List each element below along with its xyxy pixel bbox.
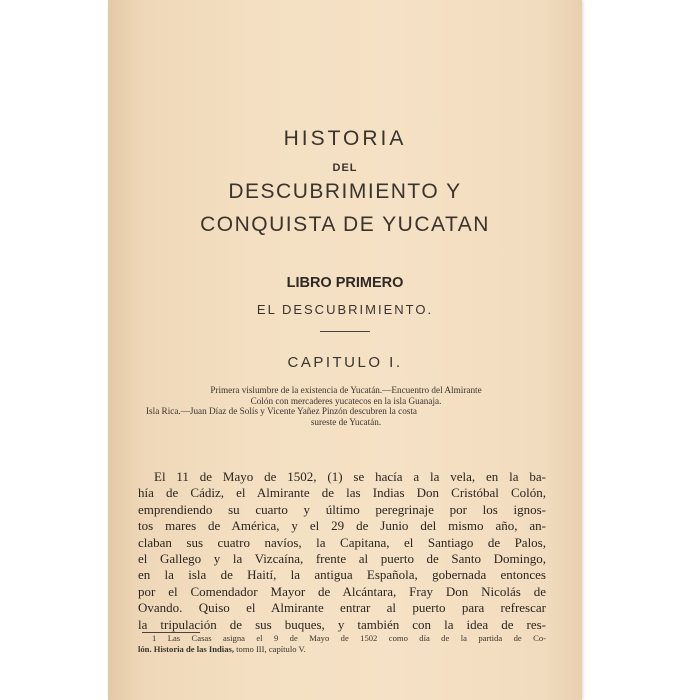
body-line: tos mares de América, y el 29 de Junio del mismo año, an- [138,518,546,534]
body-line: la tripulación de sus buques, y también con la idea de res- [138,616,546,632]
footnote-reference: tomo III, capítulo V. [233,643,306,654]
body-line: hía de Cádiz, el Almirante de las Indias Don Cristóbal Colón, [138,485,546,501]
body-line: El 11 de Mayo de 1502, (1) se hacía a la vela, en la ba- [154,469,546,484]
body-line: por el Comendador Mayor de Alcántara, Fray Don Nicolás de [138,583,546,599]
summary-line: sureste de Yucatán. [310,417,382,428]
footnote-book-title: lón. Historia de las Indias, [138,643,234,654]
book-label: LIBRO PRIMERO [286,275,404,291]
book-page [108,0,582,700]
chapter-heading: CAPITULO I. [287,354,403,371]
summary-line: Isla Rica.—Juan Díaz de Solís y Vicente Yañez Pinzón descubren la costa [146,406,418,417]
footnote-line: 1 Las Casas asigna el 9 de Mayo de 1502 como día de la partida de Co- [152,633,546,643]
footnote [138,633,546,654]
title-line-descubrimiento: DESCUBRIMIENTO Y [228,180,462,203]
title-line-historia: HISTORIA [283,127,407,150]
summary-line: Primera vislumbre de la existencia de Yucatán.—Encuentro del Almirante [210,385,482,395]
book-subtitle: EL DESCUBRIMIENTO. [256,302,434,317]
summary-line: Colón con mercaderes yucatecos en la isla Guanaja. [250,395,442,406]
body-line: en la isla de Haití, la antigua Española, gobernada entonces [138,567,546,583]
body-line: el Gallego y la Vizcaína, frente al puerto de Santo Domingo, [138,551,546,567]
body-paragraph [138,469,546,633]
footnote-line [138,644,546,655]
section-divider [320,331,370,332]
chapter-summary [146,385,546,428]
title-line-del: DEL [332,162,358,174]
body-line: emprendiendo su cuarto y último peregrinaje por los ignos- [138,501,546,517]
title-line-conquista: CONQUISTA DE YUCATAN [200,213,490,236]
body-line: Ovando. Quiso el Almirante entrar al puerto para refrescar [138,600,546,616]
body-line: claban sus cuatro navíos, la Capitana, el Santiago de Palos, [138,534,546,550]
